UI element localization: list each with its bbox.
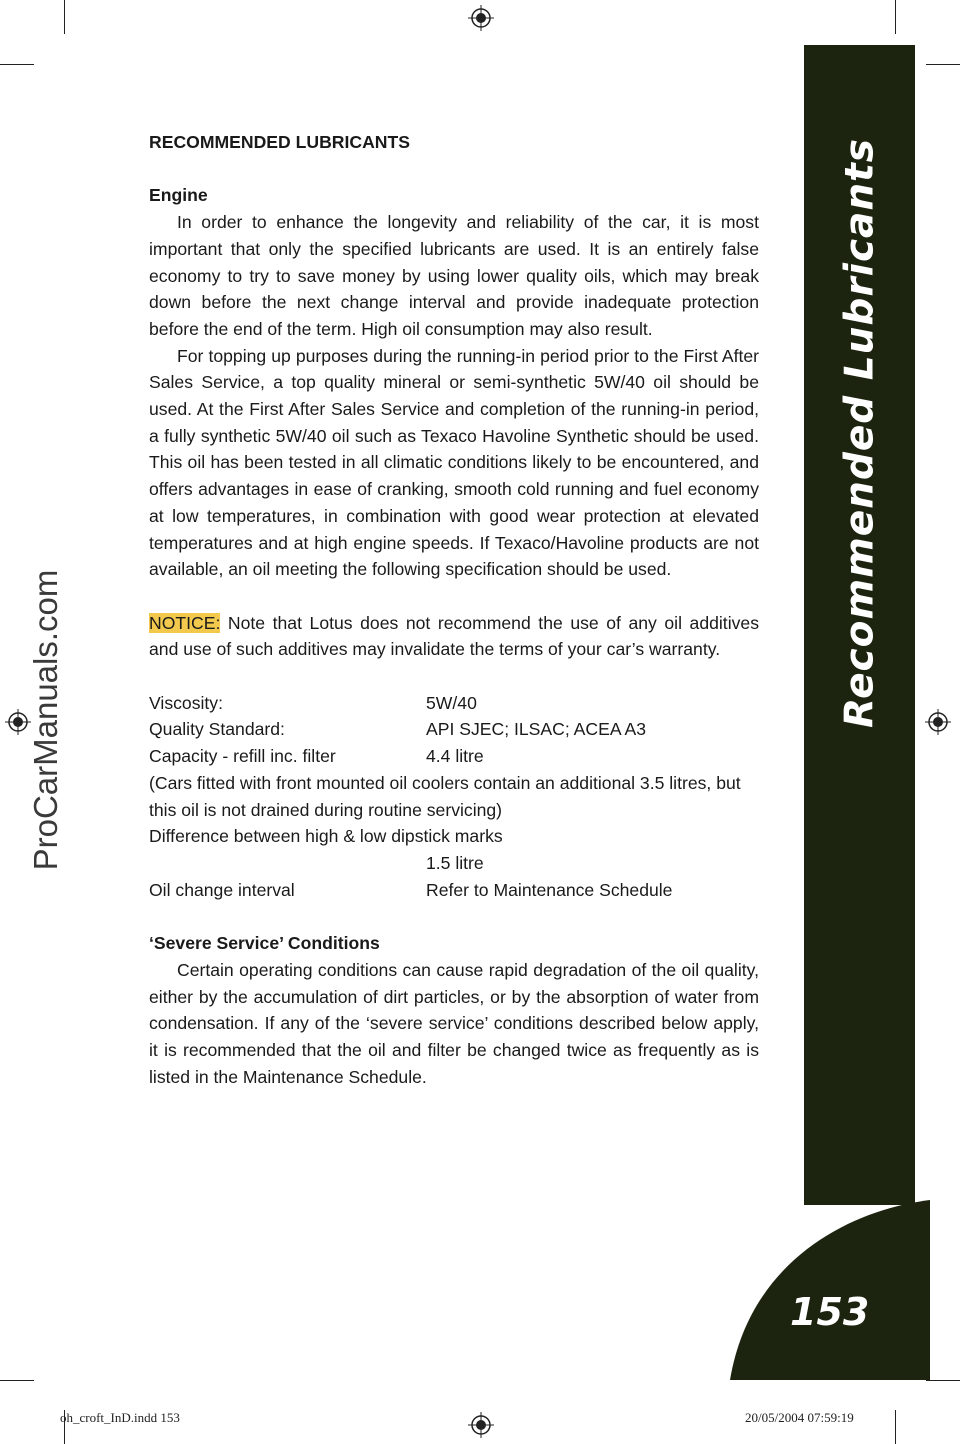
notice-text: Note that Lotus does not recommend the use of any oil additives and use of such additives may invalidate the terms of your car’s warranty. [149, 612, 759, 660]
crop-mark [926, 64, 960, 65]
spec-row-capacity [149, 743, 759, 770]
footer-date: 20/05/2004 07:59:19 [745, 1410, 854, 1425]
spec-row-interval [149, 877, 759, 904]
spacer [149, 903, 759, 930]
notice-paragraph [149, 610, 759, 663]
spacer [149, 850, 426, 877]
interval-value: Refer to Maintenance Schedule [426, 879, 673, 900]
spec-row-dipstick [149, 850, 759, 877]
crop-mark [0, 64, 34, 65]
engine-paragraph-1: In order to enhance the longevity and reliability of the car, it is most important that only the specified lubricants are used. It is an entirely false economy to try to save money by using lower quality oils, which may break down before the next change interval and provide inadequate protection before the end of the term. High oil consumption may also result. [149, 212, 759, 339]
quality-label: Quality Standard: [149, 719, 285, 740]
crop-mark [0, 1380, 34, 1381]
spec-row-viscosity [149, 690, 759, 717]
notice-label: NOTICE: [149, 612, 221, 633]
dipstick-label: Difference between high & low dipstick marks [149, 826, 503, 847]
registration-mark-icon [468, 1412, 494, 1438]
capacity-value: 4.4 litre [426, 746, 484, 767]
registration-mark-icon [925, 709, 951, 735]
capacity-label: Capacity - refill inc. filter [149, 746, 336, 767]
section-title-text: Recommended Lubricants [837, 138, 883, 728]
interval-label: Oil change interval [149, 879, 295, 900]
crop-mark [895, 0, 896, 34]
quality-value: API SJEC; ILSAC; ACEA A3 [426, 719, 647, 740]
page-heading: RECOMMENDED LUBRICANTS [149, 132, 410, 152]
registration-mark-icon [468, 5, 494, 31]
spacer [149, 583, 759, 610]
engine-heading: Engine [149, 185, 208, 206]
capacity-note: (Cars fitted with front mounted oil coolers contain an additional 3.5 litres, but this oil is not drained during routine servicing) [149, 772, 741, 820]
spacer [149, 663, 759, 690]
severe-heading: ‘Severe Service’ Conditions [149, 933, 380, 954]
dipstick-value: 1.5 litre [426, 852, 484, 873]
main-content [149, 129, 759, 1090]
severe-paragraph: Certain operating conditions can cause rapid degradation of the oil quality, either by the accumulation of dirt particles, or by the absorption of water from condensation. If any of the ‘severe service’ conditions described below apply, it is recommended that the oil and filter be changed twice as frequently as is listed in the Maintenance Schedule. [149, 959, 759, 1087]
crop-mark [895, 1410, 896, 1444]
page-number: 153 [790, 1290, 870, 1334]
crop-mark [926, 1380, 960, 1381]
engine-paragraph-2: For topping up purposes during the running-in period prior to the First After Sales Service, a top quality mineral or semi-synthetic 5W/40 oil should be used. At the First After Sales Service and completion of the running-in period, a fully synthetic 5W/40 oil such as Texaco Havoline Synthetic should be used. This oil has been tested in all climatic conditions likely to be encountered, and offers advantages in ease of cranking, smooth cold running and fuel economy at low temperatures, in combination with good wear protection at elevated temperatures and at high engine speeds. If Texaco/Havoline products are not available, an oil meeting the following specification should be used. [149, 345, 759, 580]
spacer [149, 156, 759, 183]
viscosity-label: Viscosity: [149, 692, 223, 713]
crop-mark [64, 0, 65, 34]
spec-row-quality [149, 716, 759, 743]
footer-file-info: oh_croft_InD.indd 153 [60, 1410, 180, 1425]
watermark-text: ProCarManuals.com [27, 569, 64, 871]
viscosity-value: 5W/40 [426, 692, 477, 713]
